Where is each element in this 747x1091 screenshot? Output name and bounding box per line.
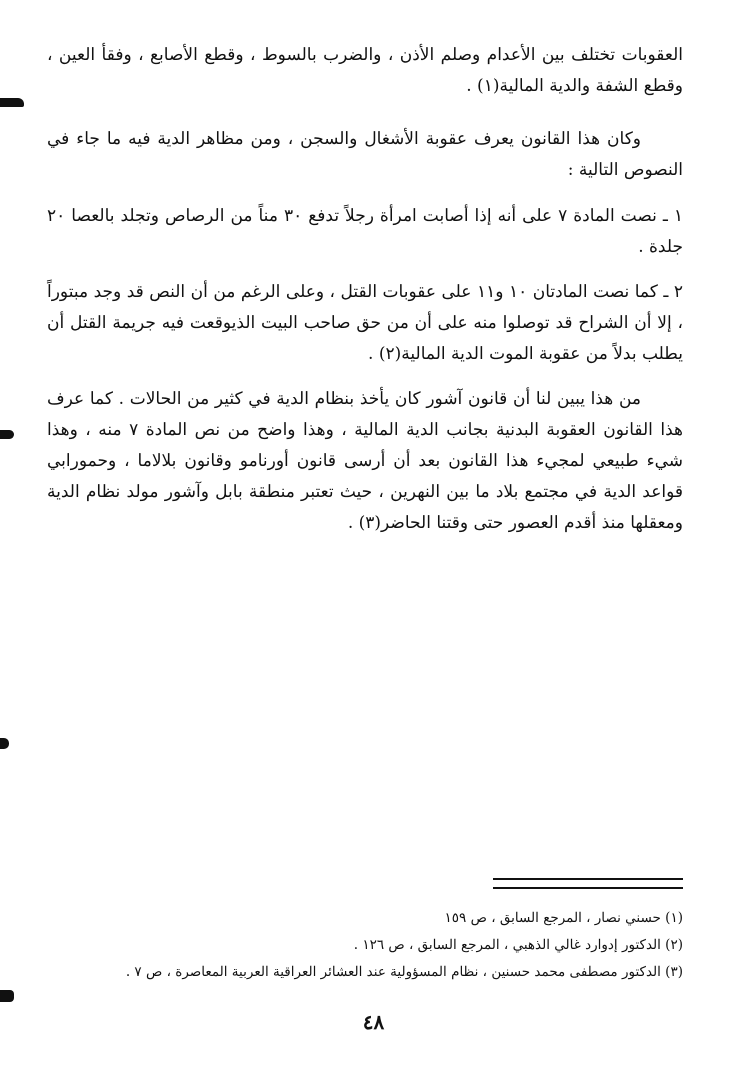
numbered-item-2-text: ٢ ـ كما نصت المادتان ١٠ و١١ على عقوبات القتل ، وعلى الرغم من أن النص قد وجد مبتوراً ، إلا أن الشراح قد توصلوا منه على أن من حق صاحب البيت الذيوقعت فيه جريمة القتل أن يطلب بدلاً من عقوبة الموت الدية المالية(٢) . [47,282,683,364]
footnote-2: (٢) الدكتور إدوارد غالي الذهبي ، المرجع السابق ، ص ١٢٦ . [353,937,683,953]
paragraph-2-text: وكان هذا القانون يعرف عقوبة الأشغال والسجن ، ومن مظاهر الدية فيه ما جاء في النصوص التالية : [47,129,683,180]
page-number: ٤٨ [362,1010,385,1034]
scan-mark [0,98,24,107]
paragraph-3 [47,384,683,539]
footnote-separator [493,878,683,889]
footnote-3: (٣) الدكتور مصطفى محمد حسنين ، نظام المسؤولية عند العشائر العراقية العربية المعاصرة ، ص ٧ . [125,964,683,980]
scan-mark [0,738,9,749]
numbered-item-1 [47,201,683,263]
paragraph-1 [47,40,683,102]
scan-mark [0,430,14,439]
paragraph-1-text: العقوبات تختلف بين الأعدام وصلم الأذن ، والضرب بالسوط ، وقطع الأصابع ، وفقأ العين ، وقطع الشفة والدية المالية(١) . [47,45,683,96]
footnote-1: (١) حسني نصار ، المرجع السابق ، ص ١٥٩ [444,910,683,926]
numbered-item-2 [47,277,683,370]
scan-mark [0,990,14,1002]
numbered-item-1-text: ١ ـ نصت المادة ٧ على أنه إذا أصابت امرأة رجلاً تدفع ٣٠ مناً من الرصاص وتجلد بالعصا ٢٠ جلدة . [47,206,683,257]
footnotes [47,905,683,986]
paragraph-3-text: من هذا يبين لنا أن قانون آشور كان يأخذ بنظام الدية في كثير من الحالات . كما عرف هذا القانون العقوبة البدنية بجانب الدية المالية ، وهذا واضح من نص المادة ٧ منه ، وهذا شيء طبيعي لمجيء هذا القانون بعد أن أرسى قانون أورنامو وقانون بلالاما ، وحمورابي قواعد الدية في مجتمع بلاد ما بين النهرين ، حيث تعتبر منطقة بابل وآشور مولد نظام الدية ومعقلها منذ أقدم العصور حتى وقتنا الحاضر(٣) . [47,389,684,533]
paragraph-2 [47,124,683,186]
